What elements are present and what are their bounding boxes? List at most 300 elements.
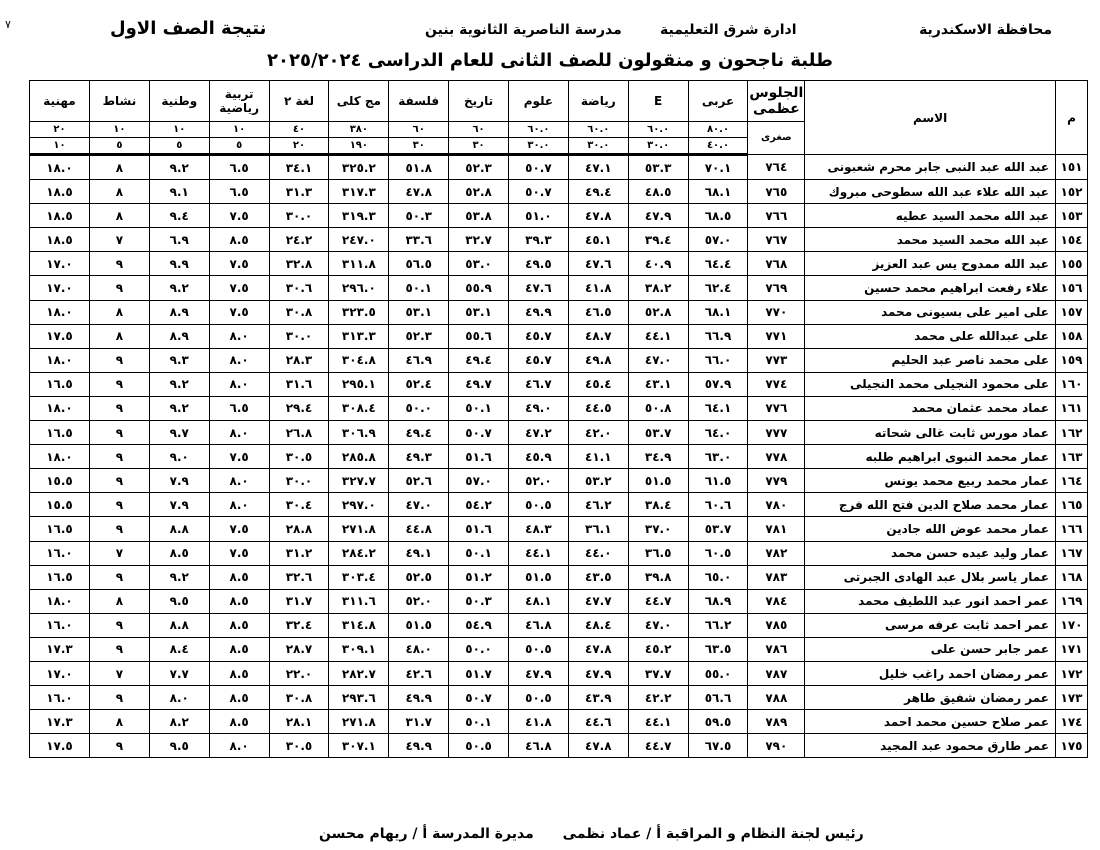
table-row	[30, 276, 1088, 300]
cell-lang2: ٣٠.٠	[269, 204, 329, 228]
committee-head-signature: رئيس لجنة النظام و المراقبة أ / عماد نظمى	[562, 826, 864, 842]
cell-philosophy: ٤٦.٩	[389, 348, 449, 372]
max-mark: ٦٠.٠	[628, 122, 688, 138]
table-row	[30, 589, 1088, 613]
cell-pe: ٧.٥	[209, 517, 269, 541]
cell-total: ٣١١.٨	[329, 252, 389, 276]
cell-lang2: ٢٤.٢	[269, 228, 329, 252]
cell-seat: ٧٧٧	[748, 421, 805, 445]
cell-pe: ٨.٥	[209, 637, 269, 661]
min-mark: ٣٠	[389, 138, 449, 155]
cell-math: ٤٦.٢	[568, 493, 628, 517]
subject-header-math: رياضة	[568, 81, 628, 122]
table-row	[30, 445, 1088, 469]
min-mark: ٥	[209, 138, 269, 155]
cell-national: ٧.٩	[149, 469, 209, 493]
max-mark: ٦٠	[449, 122, 509, 138]
cell-pe: ٦.٥	[209, 396, 269, 420]
seat-header-label: الجلوس	[749, 85, 804, 101]
cell-professional: ١٦.٥	[30, 565, 90, 589]
table-row	[30, 517, 1088, 541]
cell-pe: ٧.٥	[209, 541, 269, 565]
cell-national: ٩.١	[149, 180, 209, 204]
cell-total: ٢٧١.٨	[329, 517, 389, 541]
cell-activity: ٩	[89, 276, 149, 300]
cell-math: ٤٣.٩	[568, 686, 628, 710]
cell-idx: ١٦٩	[1056, 589, 1088, 613]
cell-idx: ١٥١	[1056, 155, 1088, 180]
cell-name: عمار محمد عوض الله جادين	[805, 517, 1056, 541]
cell-seat: ٧٨٤	[748, 589, 805, 613]
cell-math: ٤٧.٨	[568, 734, 628, 758]
cell-arabic: ٦٠.٦	[688, 493, 748, 517]
table-row	[30, 565, 1088, 589]
cell-math: ٤٨.٧	[568, 324, 628, 348]
cell-name: على عبدالله على محمد	[805, 324, 1056, 348]
cell-history: ٥١.٢	[449, 565, 509, 589]
subject-header-total: مج كلى	[329, 81, 389, 122]
cell-national: ٩.٠	[149, 445, 209, 469]
cell-arabic: ٦٢.٤	[688, 276, 748, 300]
cell-professional: ١٨.٠	[30, 348, 90, 372]
cell-name: عمر رمضان شفيق طاهر	[805, 686, 1056, 710]
cell-lang2: ٣١.٧	[269, 589, 329, 613]
cell-philosophy: ٤٤.٨	[389, 517, 449, 541]
cell-professional: ١٧.٠	[30, 661, 90, 685]
max-mark: ٨٠.٠	[688, 122, 748, 138]
cell-seat: ٧٧١	[748, 324, 805, 348]
cell-pe: ٨.٥	[209, 686, 269, 710]
cell-science: ٥٠.٥	[509, 493, 569, 517]
cell-seat: ٧٨١	[748, 517, 805, 541]
cell-arabic: ٦١.٥	[688, 469, 748, 493]
cell-arabic: ٦٥.٠	[688, 565, 748, 589]
cell-activity: ٧	[89, 228, 149, 252]
cell-history: ٥٠.١	[449, 541, 509, 565]
cell-pe: ٧.٥	[209, 445, 269, 469]
max-mark: ١٠	[149, 122, 209, 138]
subject-header-philosophy: فلسفة	[389, 81, 449, 122]
cell-pe: ٨.٥	[209, 565, 269, 589]
cell-pe: ٨.٥	[209, 589, 269, 613]
cell-activity: ٨	[89, 155, 149, 180]
cell-seat: ٧٧٣	[748, 348, 805, 372]
cell-total: ٢٨٥.٨	[329, 445, 389, 469]
cell-science: ٥٠.٧	[509, 180, 569, 204]
table-row	[30, 300, 1088, 324]
cell-lang2: ٣٠.٦	[269, 276, 329, 300]
min-mark: ٣٠.٠	[509, 138, 569, 155]
principal-signature: مديرة المدرسة أ / ريهام محسن	[319, 826, 534, 842]
cell-total: ٢٩٥.١	[329, 372, 389, 396]
table-row	[30, 324, 1088, 348]
cell-history: ٥٠.١	[449, 396, 509, 420]
cell-idx: ١٦٦	[1056, 517, 1088, 541]
cell-total: ٢٨٤.٢	[329, 541, 389, 565]
cell-philosophy: ٥٢.٠	[389, 589, 449, 613]
cell-math: ٤٨.٤	[568, 613, 628, 637]
cell-math: ٤١.١	[568, 445, 628, 469]
cell-professional: ١٦.٠	[30, 541, 90, 565]
cell-lang2: ٣٤.١	[269, 155, 329, 180]
cell-pe: ٨.٥	[209, 613, 269, 637]
cell-name: عماد مورس ثابت غالى شحاته	[805, 421, 1056, 445]
cell-philosophy: ٤٨.٠	[389, 637, 449, 661]
cell-national: ٩.٢	[149, 396, 209, 420]
cell-seat: ٧٨٣	[748, 565, 805, 589]
cell-pe: ٦.٥	[209, 180, 269, 204]
table-row	[30, 228, 1088, 252]
cell-philosophy: ٥٠.١	[389, 276, 449, 300]
cell-national: ٦.٩	[149, 228, 209, 252]
cell-history: ٥٥.٩	[449, 276, 509, 300]
cell-professional: ١٨.٥	[30, 204, 90, 228]
cell-activity: ٩	[89, 493, 149, 517]
cell-science: ٤٤.١	[509, 541, 569, 565]
cell-professional: ١٦.٠	[30, 686, 90, 710]
cell-seat: ٧٧٦	[748, 396, 805, 420]
name-header: الاسم	[805, 81, 1056, 155]
cell-activity: ٨	[89, 204, 149, 228]
cell-history: ٥٥.٦	[449, 324, 509, 348]
cell-math: ٤٧.١	[568, 155, 628, 180]
cell-activity: ٩	[89, 396, 149, 420]
cell-national: ٩.٢	[149, 565, 209, 589]
cell-professional: ١٦.٥	[30, 372, 90, 396]
cell-science: ٤٥.٧	[509, 348, 569, 372]
cell-seat: ٧٦٩	[748, 276, 805, 300]
subject-header-lang2: لغة ٢	[269, 81, 329, 122]
cell-science: ٤٨.٣	[509, 517, 569, 541]
cell-seat: ٧٨٦	[748, 637, 805, 661]
max-mark: ٦٠.٠	[509, 122, 569, 138]
max-mark: ١٠	[89, 122, 149, 138]
cell-philosophy: ٤٢.٦	[389, 661, 449, 685]
cell-history: ٤٩.٧	[449, 372, 509, 396]
cell-seat: ٧٦٨	[748, 252, 805, 276]
subject-header-pe: تربية رياضية	[209, 81, 269, 122]
cell-professional: ١٨.٥	[30, 228, 90, 252]
cell-history: ٥٠.٧	[449, 686, 509, 710]
cell-math: ٤٧.٦	[568, 252, 628, 276]
header-row	[30, 81, 1088, 122]
cell-lang2: ٢٦.٨	[269, 421, 329, 445]
signatures	[295, 826, 864, 842]
results-table	[29, 80, 1088, 758]
cell-national: ٩.٥	[149, 589, 209, 613]
cell-seat: ٧٨٥	[748, 613, 805, 637]
cell-arabic: ٦٤.١	[688, 396, 748, 420]
subject-header-science: علوم	[509, 81, 569, 122]
cell-math: ٤١.٨	[568, 276, 628, 300]
cell-total: ٣٠٧.١	[329, 734, 389, 758]
table-row	[30, 204, 1088, 228]
cell-lang2: ٢٨.٧	[269, 637, 329, 661]
cell-pe: ٦.٥	[209, 155, 269, 180]
cell-philosophy: ٣١.٧	[389, 710, 449, 734]
cell-lang2: ٣٠.٠	[269, 324, 329, 348]
page-number: ٧	[5, 18, 11, 31]
cell-pe: ٨.٠	[209, 348, 269, 372]
table-row	[30, 710, 1088, 734]
cell-idx: ١٦٣	[1056, 445, 1088, 469]
cell-national: ٩.٧	[149, 421, 209, 445]
cell-idx: ١٦٠	[1056, 372, 1088, 396]
index-header: م	[1056, 81, 1088, 155]
cell-professional: ١٧.٣	[30, 710, 90, 734]
cell-name: عبد الله عبد النبى جابر محرم شعبونى	[805, 155, 1056, 180]
cell-english: ٣٨.٢	[628, 276, 688, 300]
cell-history: ٥٠.٥	[449, 734, 509, 758]
cell-science: ٥١.٠	[509, 204, 569, 228]
seat-header	[748, 81, 805, 122]
cell-professional: ١٦.٥	[30, 517, 90, 541]
cell-history: ٥٧.٠	[449, 469, 509, 493]
min-label: صغرى	[760, 132, 792, 143]
cell-lang2: ٣٠.٠	[269, 469, 329, 493]
cell-national: ٨.٤	[149, 637, 209, 661]
cell-idx: ١٧٠	[1056, 613, 1088, 637]
cell-philosophy: ٤٩.٣	[389, 445, 449, 469]
cell-pe: ٨.٠	[209, 372, 269, 396]
administration-label: ادارة شرق التعليمية	[660, 22, 797, 38]
cell-arabic: ٥٥.٠	[688, 661, 748, 685]
cell-arabic: ٦٦.٩	[688, 324, 748, 348]
cell-english: ٤٧.٩	[628, 204, 688, 228]
table-row	[30, 421, 1088, 445]
cell-seat: ٧٧٠	[748, 300, 805, 324]
max-mark: ٢٠	[30, 122, 90, 138]
cell-math: ٤٦.٥	[568, 300, 628, 324]
cell-national: ٩.٩	[149, 252, 209, 276]
min-mark: ٤٠.٠	[688, 138, 748, 155]
cell-seat: ٧٦٧	[748, 228, 805, 252]
table-row	[30, 372, 1088, 396]
cell-seat: ٧٨٧	[748, 661, 805, 685]
cell-history: ٥٣.٠	[449, 252, 509, 276]
cell-total: ٢٩٣.٦	[329, 686, 389, 710]
cell-math: ٣٦.١	[568, 517, 628, 541]
cell-idx: ١٥٣	[1056, 204, 1088, 228]
cell-name: علاء رفعت ابراهيم محمد حسين	[805, 276, 1056, 300]
cell-activity: ٨	[89, 710, 149, 734]
cell-arabic: ٦٣.٥	[688, 637, 748, 661]
cell-philosophy: ٥٣.١	[389, 300, 449, 324]
max-label: عظمى	[752, 101, 800, 117]
cell-total: ٢٧١.٨	[329, 710, 389, 734]
cell-name: عمار ياسر بلال عبد الهادى الجبرتى	[805, 565, 1056, 589]
cell-math: ٤٩.٤	[568, 180, 628, 204]
subject-header-english: E	[628, 81, 688, 122]
cell-history: ٥١.٧	[449, 661, 509, 685]
cell-idx: ١٥٤	[1056, 228, 1088, 252]
cell-total: ٣٢٣.٥	[329, 300, 389, 324]
cell-total: ٣٠٨.٤	[329, 396, 389, 420]
cell-seat: ٧٨٢	[748, 541, 805, 565]
cell-science: ٤٥.٧	[509, 324, 569, 348]
cell-history: ٥٠.٠	[449, 637, 509, 661]
cell-professional: ١٨.٠	[30, 589, 90, 613]
cell-history: ٥٠.٣	[449, 589, 509, 613]
cell-lang2: ٣٠.٨	[269, 686, 329, 710]
cell-lang2: ٣٠.٥	[269, 445, 329, 469]
cell-total: ٣٢٥.٢	[329, 155, 389, 180]
cell-science: ٥٢.٠	[509, 469, 569, 493]
cell-science: ٤٦.٨	[509, 613, 569, 637]
cell-national: ٨.٥	[149, 541, 209, 565]
cell-total: ٣٢٧.٧	[329, 469, 389, 493]
cell-activity: ٩	[89, 734, 149, 758]
cell-science: ٤٧.٩	[509, 661, 569, 685]
cell-pe: ٧.٥	[209, 300, 269, 324]
cell-activity: ٩	[89, 372, 149, 396]
cell-total: ٣١١.٦	[329, 589, 389, 613]
cell-activity: ٨	[89, 300, 149, 324]
cell-idx: ١٦٧	[1056, 541, 1088, 565]
table-row	[30, 155, 1088, 180]
min-mark: ٥	[89, 138, 149, 155]
cell-arabic: ٦٠.٥	[688, 541, 748, 565]
cell-idx: ١٥٨	[1056, 324, 1088, 348]
cell-pe: ٨.٥	[209, 661, 269, 685]
cell-lang2: ٣٢.٦	[269, 565, 329, 589]
cell-science: ٥٠.٥	[509, 686, 569, 710]
cell-philosophy: ٤٧.٠	[389, 493, 449, 517]
cell-seat: ٧٨٩	[748, 710, 805, 734]
subject-header-history: تاريخ	[449, 81, 509, 122]
cell-idx: ١٥٧	[1056, 300, 1088, 324]
cell-arabic: ٥٧.٩	[688, 372, 748, 396]
cell-idx: ١٧٣	[1056, 686, 1088, 710]
cell-total: ٣٠٤.٨	[329, 348, 389, 372]
cell-activity: ٩	[89, 252, 149, 276]
max-mark: ٦٠	[389, 122, 449, 138]
cell-english: ٤٨.٥	[628, 180, 688, 204]
cell-national: ٩.٢	[149, 155, 209, 180]
cell-math: ٥٣.٢	[568, 469, 628, 493]
cell-english: ٤٠.٩	[628, 252, 688, 276]
cell-professional: ١٧.٠	[30, 252, 90, 276]
cell-history: ٥١.٦	[449, 445, 509, 469]
cell-history: ٥٠.١	[449, 710, 509, 734]
cell-name: عمر طارق محمود عبد المجيد	[805, 734, 1056, 758]
cell-philosophy: ٥١.٥	[389, 613, 449, 637]
cell-history: ٤٩.٤	[449, 348, 509, 372]
cell-english: ٥٣.٧	[628, 421, 688, 445]
cell-arabic: ٥٧.٠	[688, 228, 748, 252]
cell-philosophy: ٥٠.٠	[389, 396, 449, 420]
cell-arabic: ٦٤.٠	[688, 421, 748, 445]
cell-professional: ١٧.٠	[30, 276, 90, 300]
cell-arabic: ٦٦.٢	[688, 613, 748, 637]
cell-idx: ١٧١	[1056, 637, 1088, 661]
cell-professional: ١٦.٠	[30, 613, 90, 637]
cell-science: ٥٠.٧	[509, 155, 569, 180]
cell-english: ٣٩.٨	[628, 565, 688, 589]
cell-professional: ١٨.٥	[30, 180, 90, 204]
cell-pe: ٨.٥	[209, 228, 269, 252]
cell-national: ٨.٩	[149, 300, 209, 324]
cell-english: ٥١.٥	[628, 469, 688, 493]
cell-name: عبد الله علاء عبد الله سطوحى مبروك	[805, 180, 1056, 204]
cell-lang2: ٣١.٢	[269, 541, 329, 565]
cell-idx: ١٥٩	[1056, 348, 1088, 372]
cell-name: عبد الله ممدوح يس عبد العزيز	[805, 252, 1056, 276]
cell-science: ٤٦.٨	[509, 734, 569, 758]
cell-name: عمار وليد عيده حسن محمد	[805, 541, 1056, 565]
min-mark: ١٠	[30, 138, 90, 155]
cell-seat: ٧٦٤	[748, 155, 805, 180]
cell-lang2: ٢٨.٨	[269, 517, 329, 541]
cell-idx: ١٦٢	[1056, 421, 1088, 445]
min-mark: ٣٠	[449, 138, 509, 155]
cell-activity: ٩	[89, 421, 149, 445]
cell-philosophy: ٥١.٨	[389, 155, 449, 180]
cell-history: ٥٤.٩	[449, 613, 509, 637]
cell-lang2: ٣٠.٨	[269, 300, 329, 324]
min-mark: ٣٠.٠	[568, 138, 628, 155]
cell-national: ٨.٨	[149, 517, 209, 541]
cell-english: ٤٣.١	[628, 372, 688, 396]
cell-arabic: ٥٣.٧	[688, 517, 748, 541]
cell-history: ٣٢.٧	[449, 228, 509, 252]
cell-arabic: ٥٩.٥	[688, 710, 748, 734]
cell-professional: ١٥.٥	[30, 469, 90, 493]
cell-english: ٣٧.٠	[628, 517, 688, 541]
cell-arabic: ٦٧.٥	[688, 734, 748, 758]
cell-english: ٤٧.٠	[628, 348, 688, 372]
cell-idx: ١٦١	[1056, 396, 1088, 420]
cell-science: ٤٨.١	[509, 589, 569, 613]
cell-activity: ٩	[89, 637, 149, 661]
table-row	[30, 180, 1088, 204]
cell-total: ٣٠٣.٤	[329, 565, 389, 589]
cell-math: ٤٧.٩	[568, 661, 628, 685]
cell-english: ٣٦.٥	[628, 541, 688, 565]
cell-math: ٤٤.٦	[568, 710, 628, 734]
cell-lang2: ٢٢.٠	[269, 661, 329, 685]
cell-pe: ٨.٠	[209, 324, 269, 348]
cell-activity: ٩	[89, 445, 149, 469]
cell-activity: ٩	[89, 686, 149, 710]
cell-philosophy: ٤٩.٤	[389, 421, 449, 445]
cell-name: على امير على بسيونى محمد	[805, 300, 1056, 324]
cell-lang2: ٢٨.١	[269, 710, 329, 734]
cell-history: ٥١.٦	[449, 517, 509, 541]
cell-national: ٩.٢	[149, 276, 209, 300]
cell-math: ٤٥.١	[568, 228, 628, 252]
cell-science: ٤٥.٩	[509, 445, 569, 469]
cell-pe: ٨.٠	[209, 493, 269, 517]
cell-english: ٥٠.٨	[628, 396, 688, 420]
cell-pe: ٧.٥	[209, 252, 269, 276]
cell-professional: ١٨.٠	[30, 300, 90, 324]
max-mark: ٦٠.٠	[568, 122, 628, 138]
cell-science: ٤٧.٢	[509, 421, 569, 445]
cell-math: ٤٧.٧	[568, 589, 628, 613]
cell-philosophy: ٥٢.٣	[389, 324, 449, 348]
cell-professional: ١٨.٠	[30, 155, 90, 180]
cell-pe: ٧.٥	[209, 276, 269, 300]
cell-science: ٥٠.٥	[509, 637, 569, 661]
cell-national: ٩.٥	[149, 734, 209, 758]
cell-name: عمر صلاح حسين محمد احمد	[805, 710, 1056, 734]
cell-national: ٩.٢	[149, 372, 209, 396]
cell-arabic: ٦٨.٩	[688, 589, 748, 613]
cell-total: ٣١٧.٣	[329, 180, 389, 204]
cell-english: ٣٧.٧	[628, 661, 688, 685]
cell-name: عمر رمضان احمد راغب خليل	[805, 661, 1056, 685]
